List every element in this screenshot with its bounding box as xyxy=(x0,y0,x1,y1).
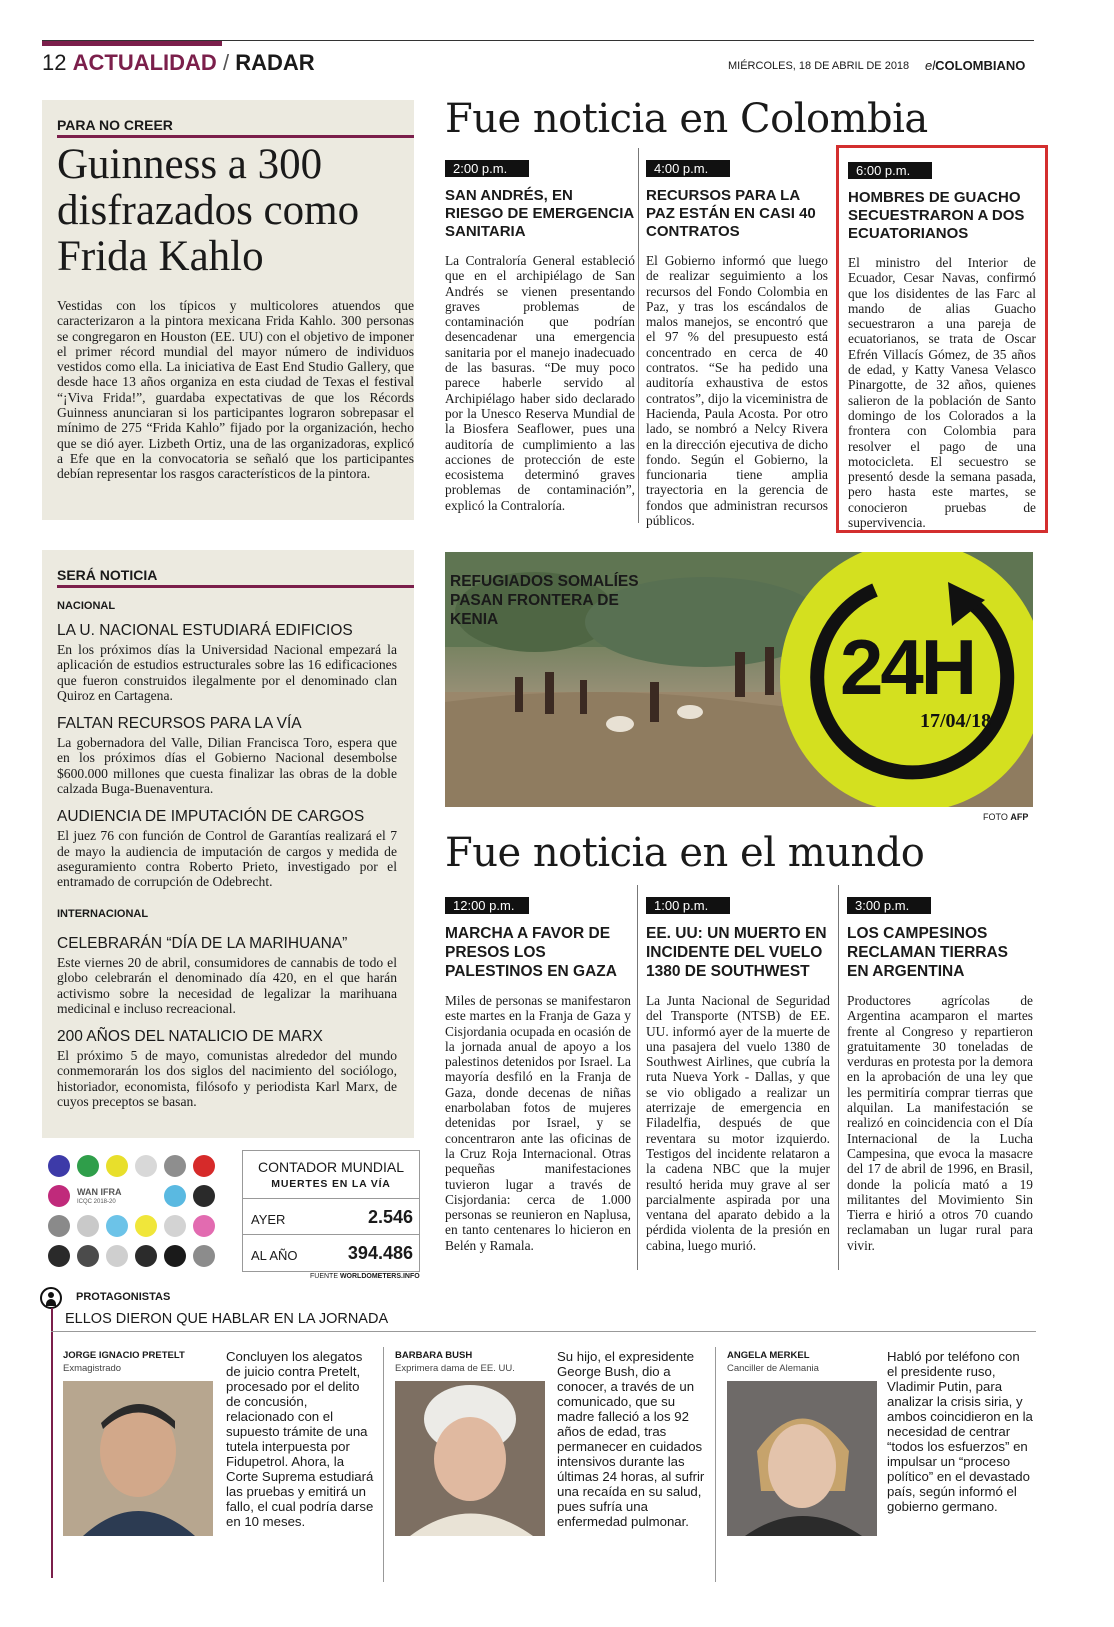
24h-badge xyxy=(780,552,1033,807)
news-column xyxy=(848,160,1036,530)
column-divider xyxy=(638,148,639,523)
card-divider xyxy=(715,1347,716,1582)
para-no-creer-body: Vestidas con los típicos y multicolores atuendos que caracterizaron a la pintora mexicana Frida Kahlo. 300 personas se congregaron en Houston (EE. UU) con el objetivo de imponer el primer récord mundial del mayor número de individuos vestidos como ella. La iniciativa de East End Studio Gallery, que desde hace 13 años organiza en esta ciudad de Texas el festival “¡Viva Frida!”, guardaba expectativas de que los Récords Guinness anunciaran si los participantes lograron sobrepasar el mínimo de 275 “Frida Kahlo” fijado por la organización, hecho que se dió ayer. Lizbeth Ortiz, una de las organizadoras, explicó a Efe que en la convocatoria se señaló que los participantes debían representar los rasgos característicos de la pintora. xyxy=(57,298,414,482)
column-divider xyxy=(637,885,638,1270)
protagonist-photo xyxy=(395,1381,545,1536)
sera-noticia-kicker: SERÁ NOTICIA xyxy=(57,567,158,583)
news-body: El Gobierno informó que luego de realizar seguimiento a los recursos del Fondo Colombia en Paz, y tras los escándalos de malos manejos, se encontró que el 97 % del presupuesto está concentrado en cerca de 40 contratos. “Se ha pedido una auditoría exhaustiva de estos contratos”, dijo la viceministra de Hacienda, Paula Acosta. Por otro lado, se nombró a Nelcy Rivera en la dirección ejecutiva de dicho fondo. Según el Gobierno, la funcionaria tiene amplia trayectoria en la gerencia de fondos que administran recursos públicos. xyxy=(646,253,828,529)
counter-value: 394.486 xyxy=(347,1243,413,1263)
photo-credit: FOTO AFP xyxy=(983,812,1029,822)
protagonist-name: ANGELA MERKEL xyxy=(727,1350,810,1361)
protagonist-role: Exprimera dama de EE. UU. xyxy=(395,1363,515,1374)
protagonist-card xyxy=(727,1347,1037,1582)
news-time: 4:00 p.m. xyxy=(646,160,730,177)
column-divider xyxy=(838,885,839,1270)
news-body: La Contraloría General estableció que en el archipiélago de San Andrés se vienen presentando graves problemas de contaminación que podrían desencadenar una emergencia sanitaria por el manejo inadecuado de las basuras. “De muy poco parece haberle servido al Archipiélago haber sido declarado por la Unesco Reserva Mundial de la Biosfera Seaflower, pues una auditoría de cumplimiento a las acciones de protección de este ecosistema determinó graves problemas de contaminación”, explicó la Contraloría. xyxy=(445,253,635,513)
kicker-rule xyxy=(57,585,414,588)
protagonist-role: Canciller de Alemania xyxy=(727,1363,819,1374)
item-body: Este viernes 20 de abril, consumidores de cannabis de todo el globo celebrarán el denominado día 420, en el que harán activismo sobre la necesidad de legalizar la marihuana medicinal e incluso recreacional. xyxy=(57,955,397,1016)
sera-noticia-box xyxy=(42,550,414,1138)
news-body: Miles de personas se manifestaron este martes en la Franja de Gaza y Cisjordania ocupada en ocasión de la jornada anual de apoyo a los palestinos detenidos por Israel. La mayoría desfiló en la Franja de Gaza, donde decenas de niñas enarbolaban fotos de mujeres detenidas por Israel, y se concentraron ante las oficinas de la Cruz Roja Internacional. Otras pequeñas manifestaciones tuvieron lugar a través de Cisjordania: cerca de 1.000 personas se reunieron en Naplusa, en tanto centenares lo hicieron en Belén y Ramala. xyxy=(445,993,631,1253)
news-body: La Junta Nacional de Seguridad del Transporte (NTSB) de EE. UU. informó ayer de la muerte de una pasajera del vuelo 1380 de Southwest Airlines, que cubría la ruta Nueva York - Dallas, y que se vio obligado a realizar un aterrizaje de emergencia en Filadelfia, después de que reventara su motor izquierdo. Testigos del incidente relataron a la cadena NBC que la mujer resultó herida muy grave al ser parcialmente aspirada por una ventana del aparato debido a la pérdida violenta de la presión en cabina, luego murió. xyxy=(646,993,830,1253)
news-time: 2:00 p.m. xyxy=(445,160,529,177)
counter-label: AYER xyxy=(251,1212,286,1227)
title-rule xyxy=(51,1331,1036,1332)
badge-date: 17/04/18 xyxy=(920,710,992,732)
item-body: La gobernadora del Valle, Dilian Francisca Toro, espera que en los próximos días el Gobierno Nacional desembolse $600.000 millones que cuesta finalizar las obras de la doble calzada Buga-Buenaventura. xyxy=(57,735,397,797)
colombia-heading: Fue noticia en Colombia xyxy=(445,96,928,142)
item-body: En los próximos días la Universidad Nacional empezará la aplicación de estudios estructurales sobre las 16 edificaciones que fueron construidos ilegalmente por el denominado clan Quiroz en Cartagena. xyxy=(57,642,397,703)
page-number: 12 xyxy=(42,50,67,75)
protagonist-photo xyxy=(727,1381,877,1536)
counter-subtitle: MUERTES EN LA VÍA xyxy=(271,1178,391,1190)
refugee-photo xyxy=(445,552,1033,807)
internacional-list xyxy=(57,935,397,1109)
internacional-label: INTERNACIONAL xyxy=(57,908,149,920)
news-time: 6:00 p.m. xyxy=(848,162,932,179)
nacional-label: NACIONAL xyxy=(57,600,116,612)
news-time: 3:00 p.m. xyxy=(847,897,931,914)
photo-caption: REFUGIADOS SOMALÍES PASAN FRONTERA DE KENIA xyxy=(450,573,639,628)
protagonist-name: JORGE IGNACIO PRETELT xyxy=(63,1350,185,1361)
news-column xyxy=(445,158,635,513)
counter-value: 2.546 xyxy=(367,1207,413,1227)
protagonist-text: Su hijo, el expresidente George Bush, dio a conocer, a través de un comunicado, que su madre falleció a los 92 años de edad, tras permanecer en cuidados intensivos durante las últimas 24 horas, al sufrir una recaída en su salud, pues sufría una enfermedad pulmonar. xyxy=(557,1349,705,1529)
kicker-rule xyxy=(57,135,414,138)
header-accent-bar xyxy=(42,41,222,46)
para-no-creer-title: Guinness a 300 disfrazados como Frida Kahlo xyxy=(57,141,360,280)
counter-title: CONTADOR MUNDIAL xyxy=(258,1159,404,1175)
issue-date: MIÉRCOLES, 18 DE ABRIL DE 2018 xyxy=(728,60,910,72)
news-title: EE. UU: UN MUERTO EN INCIDENTE DEL VUELO 1380 DE SOUTHWEST xyxy=(646,925,827,980)
person-icon xyxy=(40,1287,62,1309)
counter-source: FUENTE WORLDOMETERS.INFO xyxy=(310,1273,420,1280)
para-no-creer-box xyxy=(42,100,414,520)
page-folio xyxy=(42,50,315,76)
news-title: SAN ANDRÉS, EN RIESGO DE EMERGENCIA SANITARIA xyxy=(445,187,634,240)
print-mark-sublabel: ICQC 2018-20 xyxy=(77,1199,116,1205)
subsection-name: RADAR xyxy=(235,50,315,75)
section-name: ACTUALIDAD xyxy=(72,50,217,75)
kicker-rule xyxy=(51,1308,53,1578)
news-time: 12:00 p.m. xyxy=(445,897,529,914)
protagonist-role: Exmagistrado xyxy=(63,1363,122,1374)
color-control-strip xyxy=(45,1150,225,1275)
news-title: MARCHA A FAVOR DE PRESOS LOS PALESTINOS EN GAZA xyxy=(445,925,617,980)
item-title: LA U. NACIONAL ESTUDIARÁ EDIFICIOS xyxy=(57,622,353,639)
news-title: LOS CAMPESINOS RECLAMAN TIERRAS EN ARGENTINA xyxy=(847,925,1009,980)
news-body: El ministro del Interior de Ecuador, Cesar Navas, confirmó que los disidentes de las Farc al mando de alias Guacho secuestraron a una pareja de ecuatorianos, se trata de Oscar Efrén Villacís Gómez, de 35 años de edad, y Katty Vanesa Velasco Pinargotte, de 32 años, quienes salieron de la población de Santo domingo de los Colorados a la frontera con Colombia para resolver el pago de una motocicleta. El secuestro se presentó desde la semana pasada, pero hasta este martes, se conocieron pruebas de supervivencia. xyxy=(848,255,1036,531)
section-separator: / xyxy=(222,50,230,75)
counter-row xyxy=(243,1198,419,1234)
item-title: 200 AÑOS DEL NATALICIO DE MARX xyxy=(57,1028,323,1046)
protagonist-text: Concluyen los alegatos de juicio contra Pretelt, procesado por el delito de concusión, relacionado con el supuesto trámite de una tutela interpuesta por Fidupetrol. Ahora, la Corte Suprema estudiará las pruebas y emitirá un fallo, el cual podría darse en 10 meses. xyxy=(226,1349,374,1529)
news-title: RECURSOS PARA LA PAZ ESTÁN EN CASI 40 CONTRATOS xyxy=(646,187,816,240)
protagonist-card xyxy=(63,1347,383,1582)
highlighted-news-box xyxy=(836,145,1048,533)
news-time: 1:00 p.m. xyxy=(646,897,730,914)
protagonist-text: Habló por teléfono con el presidente ruso, Vladimir Putin, para analizar la crisis siria, y ambos coincidieron en la necesidad de centrar “todos los esfuerzos” en impulsar un “proceso político” en el devastado país, según informó el gobierno germano. xyxy=(887,1349,1033,1514)
protagonistas-title: ELLOS DIERON QUE HABLAR EN LA JORNADA xyxy=(65,1311,389,1327)
news-title: HOMBRES DE GUACHO SECUESTRARON A DOS ECUATORIANOS xyxy=(848,189,1025,242)
news-column xyxy=(847,895,1033,1253)
item-body: El juez 76 con función de Control de Garantías realizará el 7 de mayo la audiencia de imputación de cargos y medida de aseguramiento contra Roberto Prieto, investigado por el entramado de corrupción de Odebrecht. xyxy=(57,828,397,890)
protagonistas-kicker: PROTAGONISTAS xyxy=(76,1291,171,1303)
news-body: Productores agrícolas de Argentina acamparon el martes frente al Congreso y repartieron gratuitamente 30 toneladas de verduras en protesta por la demora en la aprobación de una ley que les permitiría comprar tierras que alquilan. La manifestación se realizó en coincidencia con el Día Internacional de la Lucha Campesina, que evoca la masacre del 17 de abril de 1996, en Brasil, donde la policía mató a 19 militantes del Movimiento Sin Tierra e hirió a otros 70 cuando reclamaban un lugar rural para vivir. xyxy=(847,993,1033,1253)
road-deaths-counter xyxy=(242,1150,420,1272)
news-column xyxy=(646,158,828,528)
counter-label: AL AÑO xyxy=(251,1248,298,1263)
para-no-creer-kicker: PARA NO CREER xyxy=(57,117,173,133)
protagonist-photo xyxy=(63,1381,213,1536)
card-divider xyxy=(383,1347,384,1582)
nacional-list xyxy=(57,622,397,890)
item-title: CELEBRARÁN “DÍA DE LA MARIHUANA” xyxy=(57,935,348,952)
newspaper-logo: elCOLOMBIANO xyxy=(925,58,1026,73)
item-title: AUDIENCIA DE IMPUTACIÓN DE CARGOS xyxy=(57,808,365,826)
news-column xyxy=(445,895,631,1253)
badge-text: 24H xyxy=(840,623,975,711)
item-body: El próximo 5 de mayo, comunistas alrededor del mundo conmemorarán los dos siglos del nacimiento del sociólogo, historiador, economista, filósofo y periodista Karl Marx, de cuyos preceptos se basan. xyxy=(57,1048,397,1110)
counter-row xyxy=(243,1234,419,1272)
protagonist-card xyxy=(395,1347,715,1582)
protagonistas-section xyxy=(38,1287,1036,1587)
mundo-news-row xyxy=(445,895,1035,1275)
protagonist-name: BARBARA BUSH xyxy=(395,1350,473,1361)
news-column xyxy=(646,895,830,1253)
mundo-heading: Fue noticia en el mundo xyxy=(445,830,925,876)
print-mark-label: WAN IFRA xyxy=(77,1187,122,1197)
item-title: FALTAN RECURSOS PARA LA VÍA xyxy=(57,715,302,733)
